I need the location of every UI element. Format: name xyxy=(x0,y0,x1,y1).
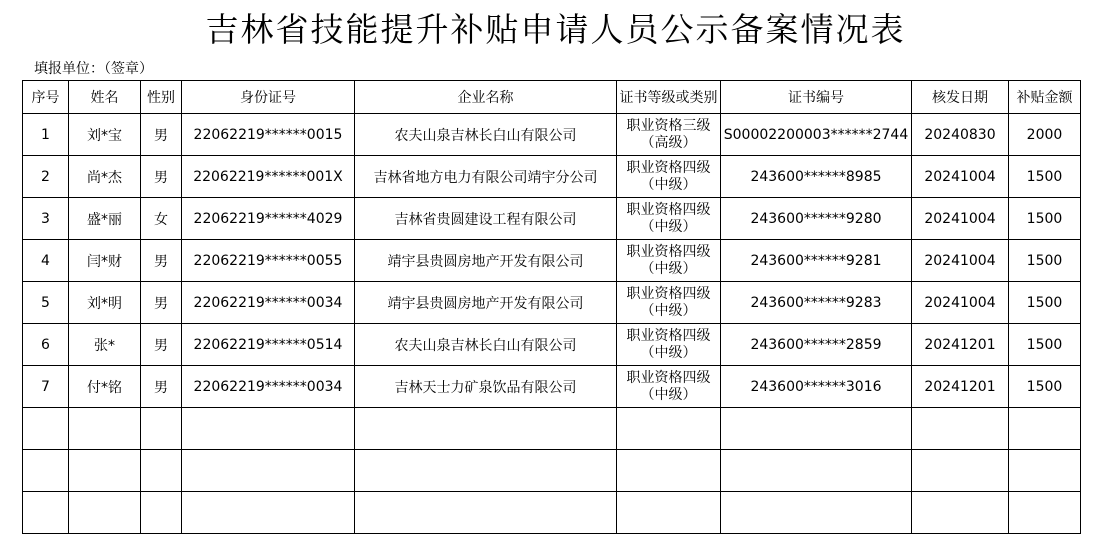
certificate-number: 243600******9283 xyxy=(721,282,912,324)
table-row xyxy=(23,282,1081,324)
gender: 男 xyxy=(141,324,182,366)
header-cell: 序号 xyxy=(23,81,69,114)
gender: 男 xyxy=(141,114,182,156)
company-name: 吉林省贵圆建设工程有限公司 xyxy=(355,198,617,240)
company-name: 农夫山泉吉林长白山有限公司 xyxy=(355,114,617,156)
page-title: 吉林省技能提升补贴申请人员公示备案情况表 xyxy=(205,10,906,49)
header-cell: 企业名称 xyxy=(355,81,617,114)
issue-date: 20241004 xyxy=(912,282,1009,324)
certificate-level-grade: （中级） xyxy=(640,176,697,193)
subsidy-amount: 1500 xyxy=(1009,282,1081,324)
company-name: 吉林省地方电力有限公司靖宇分公司 xyxy=(355,156,617,198)
empty-cell xyxy=(182,450,355,492)
certificate-number: 243600******9280 xyxy=(721,198,912,240)
issue-date: 20240830 xyxy=(912,114,1009,156)
table-row xyxy=(23,366,1081,408)
empty-row xyxy=(23,492,1081,534)
company-name: 靖宇县贵圆房地产开发有限公司 xyxy=(355,240,617,282)
certificate-level-grade: （中级） xyxy=(640,344,697,361)
header-cell: 姓名 xyxy=(69,81,141,114)
subsidy-amount: 1500 xyxy=(1009,366,1081,408)
header-cell: 证书等级或类别 xyxy=(617,81,721,114)
table-row xyxy=(23,240,1081,282)
header-cell: 证书编号 xyxy=(721,81,912,114)
gender: 男 xyxy=(141,156,182,198)
subsidy-amount: 1500 xyxy=(1009,240,1081,282)
applicant-name: 刘*明 xyxy=(69,282,141,324)
empty-row xyxy=(23,408,1081,450)
applicant-name: 尚*杰 xyxy=(69,156,141,198)
issue-date: 20241201 xyxy=(912,366,1009,408)
issue-date: 20241004 xyxy=(912,198,1009,240)
empty-cell xyxy=(141,492,182,534)
row-index: 3 xyxy=(23,198,69,240)
certificate-level-name: 职业资格四级 xyxy=(626,159,711,176)
gender: 男 xyxy=(141,240,182,282)
empty-cell xyxy=(1009,450,1081,492)
applicant-name: 张* xyxy=(69,324,141,366)
empty-cell xyxy=(617,408,721,450)
header-cell: 补贴金额 xyxy=(1009,81,1081,114)
table-row xyxy=(23,114,1081,156)
empty-cell xyxy=(69,492,141,534)
table-row xyxy=(23,156,1081,198)
certificate-level xyxy=(617,324,721,366)
certificate-level xyxy=(617,198,721,240)
empty-cell xyxy=(1009,408,1081,450)
empty-cell xyxy=(23,450,69,492)
record-table xyxy=(22,80,1081,534)
header-cell: 身份证号 xyxy=(182,81,355,114)
empty-cell xyxy=(912,408,1009,450)
empty-cell xyxy=(141,450,182,492)
empty-cell xyxy=(69,450,141,492)
gender: 女 xyxy=(141,198,182,240)
id-number: 22062219******0034 xyxy=(182,366,355,408)
empty-cell xyxy=(912,492,1009,534)
applicant-name: 付*铭 xyxy=(69,366,141,408)
gender: 男 xyxy=(141,282,182,324)
row-index: 6 xyxy=(23,324,69,366)
applicant-name: 盛*丽 xyxy=(69,198,141,240)
empty-cell xyxy=(617,450,721,492)
header-cell: 性别 xyxy=(141,81,182,114)
company-name: 靖宇县贵圆房地产开发有限公司 xyxy=(355,282,617,324)
row-index: 1 xyxy=(23,114,69,156)
certificate-level-grade: （中级） xyxy=(640,302,697,319)
id-number: 22062219******4029 xyxy=(182,198,355,240)
id-number: 22062219******0034 xyxy=(182,282,355,324)
gender: 男 xyxy=(141,366,182,408)
certificate-level xyxy=(617,282,721,324)
certificate-number: 243600******9281 xyxy=(721,240,912,282)
certificate-level-grade: （高级） xyxy=(640,134,697,151)
company-name: 农夫山泉吉林长白山有限公司 xyxy=(355,324,617,366)
subsidy-amount: 1500 xyxy=(1009,198,1081,240)
header-row xyxy=(23,81,1081,114)
id-number: 22062219******001X xyxy=(182,156,355,198)
company-name: 吉林天士力矿泉饮品有限公司 xyxy=(355,366,617,408)
empty-cell xyxy=(721,408,912,450)
id-number: 22062219******0514 xyxy=(182,324,355,366)
certificate-level-name: 职业资格三级 xyxy=(626,117,711,134)
row-index: 2 xyxy=(23,156,69,198)
applicant-name: 刘*宝 xyxy=(69,114,141,156)
row-index: 4 xyxy=(23,240,69,282)
empty-cell xyxy=(182,408,355,450)
certificate-level-name: 职业资格四级 xyxy=(626,243,711,260)
id-number: 22062219******0015 xyxy=(182,114,355,156)
applicant-name: 闫*财 xyxy=(69,240,141,282)
certificate-number: S00002200003******2744 xyxy=(721,114,912,156)
certificate-level-name: 职业资格四级 xyxy=(626,201,711,218)
empty-cell xyxy=(23,408,69,450)
id-number: 22062219******0055 xyxy=(182,240,355,282)
table-row xyxy=(23,324,1081,366)
table-row xyxy=(23,198,1081,240)
subsidy-amount: 2000 xyxy=(1009,114,1081,156)
empty-cell xyxy=(355,408,617,450)
empty-cell xyxy=(355,450,617,492)
certificate-number: 243600******2859 xyxy=(721,324,912,366)
empty-cell xyxy=(1009,492,1081,534)
empty-cell xyxy=(141,408,182,450)
certificate-level-name: 职业资格四级 xyxy=(626,327,711,344)
certificate-level-name: 职业资格四级 xyxy=(626,285,711,302)
certificate-level xyxy=(617,114,721,156)
empty-cell xyxy=(721,492,912,534)
certificate-level-grade: （中级） xyxy=(640,386,697,403)
empty-row xyxy=(23,450,1081,492)
row-index: 7 xyxy=(23,366,69,408)
empty-cell xyxy=(912,450,1009,492)
certificate-number: 243600******8985 xyxy=(721,156,912,198)
issue-date: 20241004 xyxy=(912,156,1009,198)
certificate-number: 243600******3016 xyxy=(721,366,912,408)
empty-cell xyxy=(23,492,69,534)
certificate-level-grade: （中级） xyxy=(640,218,697,235)
empty-cell xyxy=(617,492,721,534)
empty-cell xyxy=(69,408,141,450)
issue-date: 20241004 xyxy=(912,240,1009,282)
empty-cell xyxy=(182,492,355,534)
certificate-level xyxy=(617,240,721,282)
empty-cell xyxy=(721,450,912,492)
subsidy-amount: 1500 xyxy=(1009,324,1081,366)
empty-cell xyxy=(355,492,617,534)
certificate-level-name: 职业资格四级 xyxy=(626,369,711,386)
subsidy-amount: 1500 xyxy=(1009,156,1081,198)
row-index: 5 xyxy=(23,282,69,324)
issue-date: 20241201 xyxy=(912,324,1009,366)
certificate-level-grade: （中级） xyxy=(640,260,697,277)
header-cell: 核发日期 xyxy=(912,81,1009,114)
certificate-level xyxy=(617,156,721,198)
certificate-level xyxy=(617,366,721,408)
unit-label: 填报单位：（签章） xyxy=(34,61,153,77)
